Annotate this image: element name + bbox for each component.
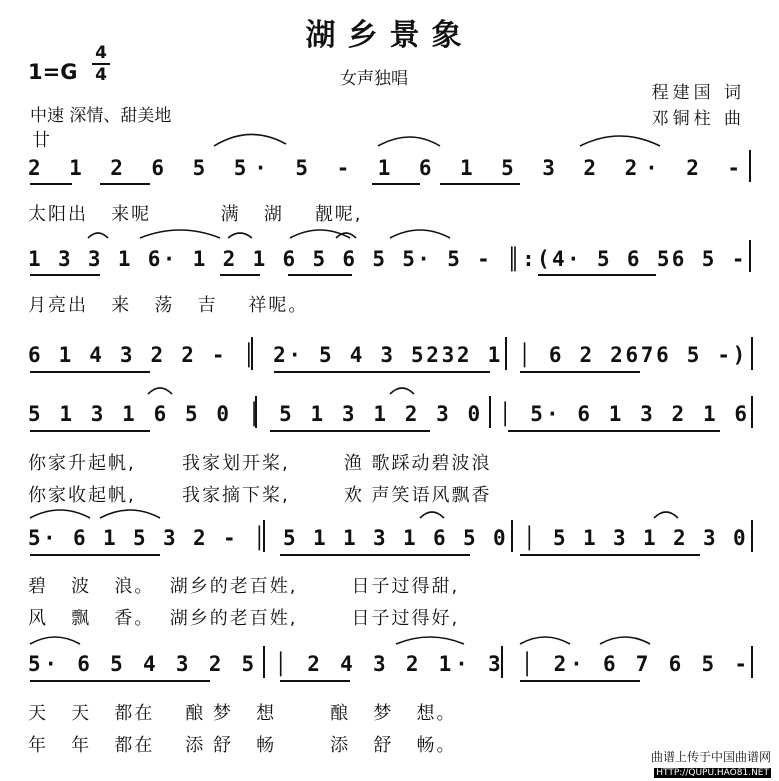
notation-row: 6 1 4 3 2 2 - │ 2· 5 4 3 5232 1 │ 6 2 2676 5 -) xyxy=(28,343,748,367)
lyric-line: 你家升起帆, 我家划开桨, 渔 歌踩动碧波浪 xyxy=(28,453,492,474)
composer-credit: 邓铜柱 曲 xyxy=(651,109,745,129)
notation-row: 5· 6 5 4 3 2 5 │ 2 4 3 2 1· 3 │ 2· 6 7 6 5 - xyxy=(28,652,751,676)
lyric-line: 天 天 都在 酿 梦 想 酿 梦 想。 xyxy=(28,703,457,724)
song-title: 湖乡景象 xyxy=(305,18,474,53)
lyric-line: 你家收起帆, 我家摘下桨, 欢 声笑语风飘香 xyxy=(28,485,492,506)
performance-type: 女声独唱 xyxy=(340,69,408,89)
lyric-line: 碧 波 浪。 湖乡的老百姓, 日子过得甜, xyxy=(28,576,460,597)
slurs xyxy=(30,134,678,644)
lyric-line: 年 年 都在 添 舒 畅 添 舒 畅。 xyxy=(28,735,457,756)
time-signature-top: 4 xyxy=(95,43,107,63)
lyric-line: 风 飘 香。 湖乡的老百姓, 日子过得好, xyxy=(28,608,460,629)
watermark-url: HTTP://QUPU.HAO81.NET xyxy=(656,768,769,778)
tempo-marking: 中速 深情、甜美地 xyxy=(30,106,172,126)
beams xyxy=(30,184,720,681)
lyricist-credit: 程建国 词 xyxy=(651,83,745,103)
notation-row: 2 1 2 6 5 5· 5 - 1 6 1 5 3 2 2· 2 - xyxy=(28,156,748,180)
free-tempo-mark: 廿 xyxy=(32,130,50,151)
notation-row: 1 3 3 1 6· 1 2 1 6 5 6 5 5· 5 - ║:(4· 5 6 56 5 - xyxy=(28,247,747,271)
watermark-text: 曲谱上传于中国曲谱网 xyxy=(650,750,771,764)
lyric-line: 太阳出 来呢 满 湖 靓呢, xyxy=(28,204,363,225)
lyric-line: 月亮出 来 荡 吉 祥呢。 xyxy=(28,295,309,316)
notation-row: 5 1 3 1 6 5 0 │ 5 1 3 1 2 3 0 │ 5· 6 1 3 2 1 6 xyxy=(28,402,751,426)
key-signature: 1=G xyxy=(28,60,78,84)
time-signature-bottom: 4 xyxy=(95,65,107,85)
bar-lines xyxy=(252,150,752,678)
notation-row: 5· 6 1 5 3 2 - │ 5 1 1 3 1 6 5 0 │ 5 1 3 1 2 3 0 xyxy=(28,526,748,550)
